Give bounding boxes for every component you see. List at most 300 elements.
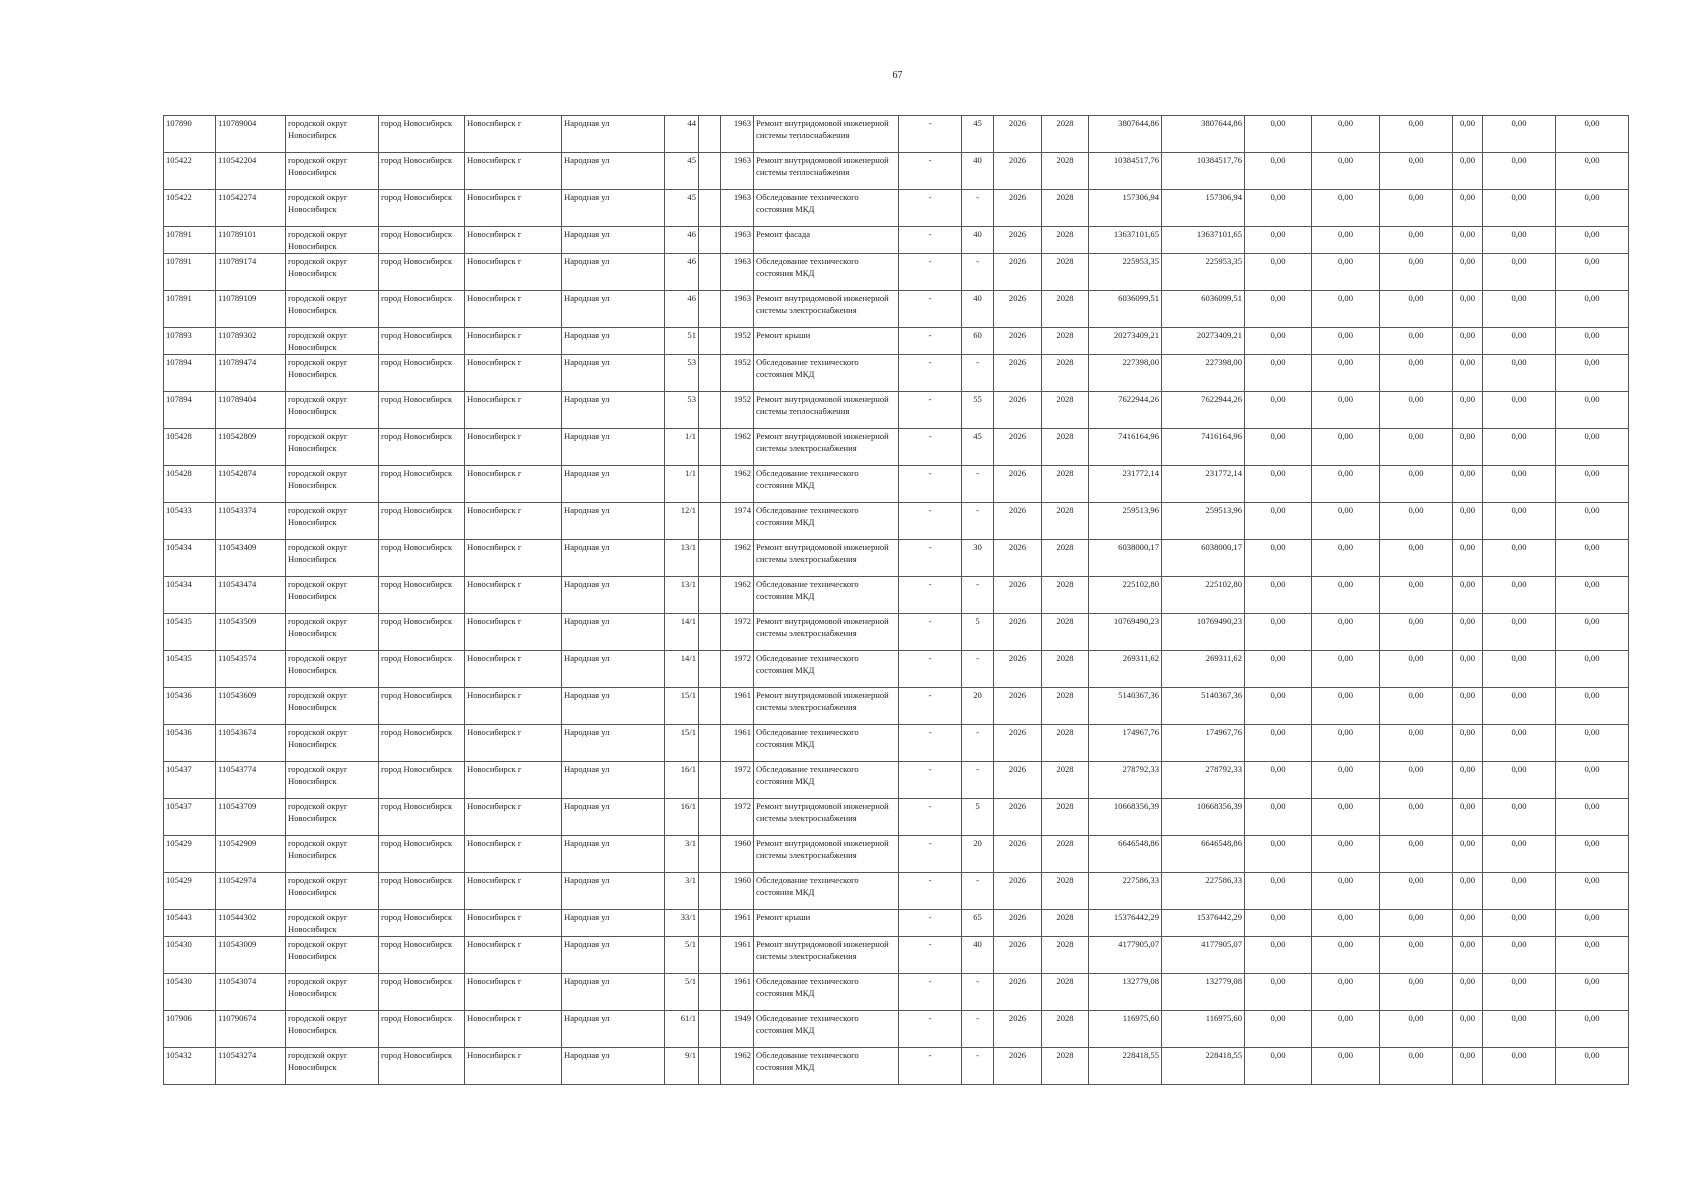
cell-account-id: 107893 xyxy=(164,328,216,355)
cell-municipality: городской округ Новосибирск xyxy=(286,1048,379,1085)
cell-total: 6646548,86 xyxy=(1162,836,1245,873)
cell-fund-6: 0,00 xyxy=(1556,688,1629,725)
cell-year-from: 2026 xyxy=(994,429,1042,466)
cell-city: Новосибирск г xyxy=(465,725,562,762)
cell-year-to: 2028 xyxy=(1042,153,1089,190)
table-row xyxy=(164,291,1629,328)
cell-year-from: 2026 xyxy=(994,503,1042,540)
cell-work-type: Обследование технического состояния МКД xyxy=(754,503,899,540)
cell-fund-2: 0,00 xyxy=(1312,937,1380,974)
cell-fund-4: 0,00 xyxy=(1453,937,1483,974)
cell-year: 1962 xyxy=(721,577,754,614)
cell-fund-1: 0,00 xyxy=(1245,355,1312,392)
cell-account-id: 105430 xyxy=(164,974,216,1011)
cell-house: 46 xyxy=(665,291,699,328)
cell-account-id: 105437 xyxy=(164,762,216,799)
cell-cost: 15376442,29 xyxy=(1089,910,1162,937)
cell-account-id: 105433 xyxy=(164,503,216,540)
cell-wear: 20 xyxy=(962,688,994,725)
cell-house: 45 xyxy=(665,153,699,190)
cell-fund-4: 0,00 xyxy=(1453,355,1483,392)
cell-fund-2: 0,00 xyxy=(1312,429,1380,466)
cell-house: 12/1 xyxy=(665,503,699,540)
cell-wear: 5 xyxy=(962,799,994,836)
cell-account-id: 105422 xyxy=(164,153,216,190)
cell-building xyxy=(699,725,721,762)
cell-house: 16/1 xyxy=(665,799,699,836)
cell-year-from: 2026 xyxy=(994,392,1042,429)
cell-year-to: 2028 xyxy=(1042,688,1089,725)
cell-fund-6: 0,00 xyxy=(1556,577,1629,614)
cell-fund-6: 0,00 xyxy=(1556,1048,1629,1085)
cell-total: 228418,55 xyxy=(1162,1048,1245,1085)
cell-wear: - xyxy=(962,651,994,688)
cell-year-to: 2028 xyxy=(1042,190,1089,227)
cell-fund-4: 0,00 xyxy=(1453,910,1483,937)
table-row xyxy=(164,355,1629,392)
cell-total: 227586,33 xyxy=(1162,873,1245,910)
cell-wear: 55 xyxy=(962,392,994,429)
cell-building xyxy=(699,577,721,614)
cell-fund-5: 0,00 xyxy=(1483,190,1556,227)
cell-account-id: 107906 xyxy=(164,1011,216,1048)
cell-work-type: Ремонт крыши xyxy=(754,910,899,937)
cell-cost: 231772,14 xyxy=(1089,466,1162,503)
cell-city: Новосибирск г xyxy=(465,974,562,1011)
cell-building xyxy=(699,974,721,1011)
cell-fund-1: 0,00 xyxy=(1245,577,1312,614)
cell-house: 45 xyxy=(665,190,699,227)
cell-fund-2: 0,00 xyxy=(1312,392,1380,429)
cell-account-id: 105437 xyxy=(164,799,216,836)
cell-year-to: 2028 xyxy=(1042,429,1089,466)
cell-volume: - xyxy=(899,651,962,688)
cell-fund-5: 0,00 xyxy=(1483,355,1556,392)
cell-fund-4: 0,00 xyxy=(1453,873,1483,910)
cell-fund-6: 0,00 xyxy=(1556,540,1629,577)
cell-settlement: город Новосибирск xyxy=(379,688,465,725)
table-row xyxy=(164,799,1629,836)
cell-volume: - xyxy=(899,688,962,725)
cell-year-from: 2026 xyxy=(994,614,1042,651)
cell-volume: - xyxy=(899,153,962,190)
cell-municipality: городской округ Новосибирск xyxy=(286,153,379,190)
cell-fund-3: 0,00 xyxy=(1380,466,1453,503)
cell-fund-5: 0,00 xyxy=(1483,873,1556,910)
cell-work-type: Ремонт внутридомовой инженерной системы теплоснабжения xyxy=(754,153,899,190)
cell-house: 15/1 xyxy=(665,688,699,725)
cell-fund-6: 0,00 xyxy=(1556,153,1629,190)
cell-year: 1961 xyxy=(721,910,754,937)
cell-total: 227398,00 xyxy=(1162,355,1245,392)
cell-year-from: 2026 xyxy=(994,1011,1042,1048)
cell-work-code: 110542204 xyxy=(216,153,286,190)
cell-fund-2: 0,00 xyxy=(1312,116,1380,153)
cell-fund-6: 0,00 xyxy=(1556,1011,1629,1048)
cell-work-type: Обследование технического состояния МКД xyxy=(754,254,899,291)
cell-fund-3: 0,00 xyxy=(1380,725,1453,762)
cell-fund-3: 0,00 xyxy=(1380,355,1453,392)
cell-fund-4: 0,00 xyxy=(1453,227,1483,254)
cell-settlement: город Новосибирск xyxy=(379,392,465,429)
table-row xyxy=(164,392,1629,429)
cell-fund-3: 0,00 xyxy=(1380,974,1453,1011)
cell-year-to: 2028 xyxy=(1042,725,1089,762)
cell-fund-6: 0,00 xyxy=(1556,725,1629,762)
cell-municipality: городской округ Новосибирск xyxy=(286,799,379,836)
cell-municipality: городской округ Новосибирск xyxy=(286,651,379,688)
cell-year-to: 2028 xyxy=(1042,651,1089,688)
cell-year-to: 2028 xyxy=(1042,540,1089,577)
cell-house: 46 xyxy=(665,254,699,291)
cell-municipality: городской округ Новосибирск xyxy=(286,429,379,466)
cell-wear: - xyxy=(962,762,994,799)
table-row xyxy=(164,688,1629,725)
cell-year-to: 2028 xyxy=(1042,974,1089,1011)
cell-city: Новосибирск г xyxy=(465,651,562,688)
cell-settlement: город Новосибирск xyxy=(379,614,465,651)
cell-settlement: город Новосибирск xyxy=(379,937,465,974)
cell-work-code: 110543509 xyxy=(216,614,286,651)
cell-fund-5: 0,00 xyxy=(1483,688,1556,725)
cell-cost: 7622944,26 xyxy=(1089,392,1162,429)
cell-work-type: Ремонт внутридомовой инженерной системы электроснабжения xyxy=(754,937,899,974)
cell-volume: - xyxy=(899,577,962,614)
cell-fund-2: 0,00 xyxy=(1312,836,1380,873)
cell-work-type: Ремонт внутридомовой инженерной системы электроснабжения xyxy=(754,836,899,873)
cell-street: Народная ул xyxy=(562,910,665,937)
cell-volume: - xyxy=(899,614,962,651)
cell-account-id: 107891 xyxy=(164,291,216,328)
cell-fund-6: 0,00 xyxy=(1556,116,1629,153)
cell-fund-1: 0,00 xyxy=(1245,725,1312,762)
cell-volume: - xyxy=(899,836,962,873)
cell-total: 10769490,23 xyxy=(1162,614,1245,651)
cell-volume: - xyxy=(899,254,962,291)
cell-building xyxy=(699,328,721,355)
cell-settlement: город Новосибирск xyxy=(379,254,465,291)
cell-fund-1: 0,00 xyxy=(1245,116,1312,153)
cell-fund-2: 0,00 xyxy=(1312,227,1380,254)
cell-city: Новосибирск г xyxy=(465,190,562,227)
cell-street: Народная ул xyxy=(562,1048,665,1085)
cell-municipality: городской округ Новосибирск xyxy=(286,291,379,328)
cell-volume: - xyxy=(899,540,962,577)
cell-volume: - xyxy=(899,762,962,799)
cell-fund-3: 0,00 xyxy=(1380,937,1453,974)
cell-work-code: 110543274 xyxy=(216,1048,286,1085)
cell-wear: - xyxy=(962,190,994,227)
cell-fund-4: 0,00 xyxy=(1453,291,1483,328)
table-row xyxy=(164,466,1629,503)
cell-wear: 40 xyxy=(962,153,994,190)
cell-work-type: Ремонт внутридомовой инженерной системы теплоснабжения xyxy=(754,116,899,153)
cell-year-from: 2026 xyxy=(994,937,1042,974)
cell-fund-1: 0,00 xyxy=(1245,328,1312,355)
cell-street: Народная ул xyxy=(562,762,665,799)
table-row xyxy=(164,974,1629,1011)
cell-work-code: 110543374 xyxy=(216,503,286,540)
cell-street: Народная ул xyxy=(562,937,665,974)
cell-total: 259513,96 xyxy=(1162,503,1245,540)
cell-settlement: город Новосибирск xyxy=(379,910,465,937)
cell-city: Новосибирск г xyxy=(465,1011,562,1048)
cell-total: 10384517,76 xyxy=(1162,153,1245,190)
cell-year-to: 2028 xyxy=(1042,328,1089,355)
cell-fund-1: 0,00 xyxy=(1245,153,1312,190)
cell-fund-3: 0,00 xyxy=(1380,836,1453,873)
cell-house: 5/1 xyxy=(665,937,699,974)
cell-building xyxy=(699,116,721,153)
cell-total: 15376442,29 xyxy=(1162,910,1245,937)
cell-settlement: город Новосибирск xyxy=(379,651,465,688)
cell-volume: - xyxy=(899,1011,962,1048)
cell-fund-4: 0,00 xyxy=(1453,190,1483,227)
cell-wear: 40 xyxy=(962,291,994,328)
cell-work-code: 110542809 xyxy=(216,429,286,466)
cell-year-from: 2026 xyxy=(994,153,1042,190)
cell-year-to: 2028 xyxy=(1042,355,1089,392)
cell-house: 1/1 xyxy=(665,429,699,466)
cell-year-to: 2028 xyxy=(1042,1011,1089,1048)
cell-year: 1963 xyxy=(721,116,754,153)
cell-total: 6036099,51 xyxy=(1162,291,1245,328)
cell-work-type: Ремонт внутридомовой инженерной системы электроснабжения xyxy=(754,540,899,577)
cell-city: Новосибирск г xyxy=(465,466,562,503)
cell-fund-6: 0,00 xyxy=(1556,190,1629,227)
cell-account-id: 105429 xyxy=(164,836,216,873)
cell-year-to: 2028 xyxy=(1042,799,1089,836)
cell-work-code: 110543609 xyxy=(216,688,286,725)
cell-street: Народная ул xyxy=(562,688,665,725)
cell-fund-3: 0,00 xyxy=(1380,429,1453,466)
cell-fund-5: 0,00 xyxy=(1483,836,1556,873)
cell-cost: 269311,62 xyxy=(1089,651,1162,688)
cell-year: 1963 xyxy=(721,153,754,190)
table-row xyxy=(164,910,1629,937)
cell-work-code: 110543074 xyxy=(216,974,286,1011)
cell-fund-5: 0,00 xyxy=(1483,328,1556,355)
cell-street: Народная ул xyxy=(562,291,665,328)
cell-fund-1: 0,00 xyxy=(1245,974,1312,1011)
cell-building xyxy=(699,1011,721,1048)
cell-year: 1961 xyxy=(721,937,754,974)
cell-total: 13637101,65 xyxy=(1162,227,1245,254)
cell-fund-6: 0,00 xyxy=(1556,799,1629,836)
cell-cost: 228418,55 xyxy=(1089,1048,1162,1085)
cell-account-id: 105434 xyxy=(164,577,216,614)
cell-volume: - xyxy=(899,910,962,937)
cell-street: Народная ул xyxy=(562,429,665,466)
cell-fund-2: 0,00 xyxy=(1312,466,1380,503)
cell-fund-6: 0,00 xyxy=(1556,503,1629,540)
cell-account-id: 105432 xyxy=(164,1048,216,1085)
cell-municipality: городской округ Новосибирск xyxy=(286,688,379,725)
cell-total: 10668356,39 xyxy=(1162,799,1245,836)
table-row xyxy=(164,254,1629,291)
cell-work-code: 110543009 xyxy=(216,937,286,974)
cell-cost: 7416164,96 xyxy=(1089,429,1162,466)
cell-work-code: 110789004 xyxy=(216,116,286,153)
cell-house: 14/1 xyxy=(665,614,699,651)
cell-fund-4: 0,00 xyxy=(1453,725,1483,762)
cell-fund-1: 0,00 xyxy=(1245,762,1312,799)
cell-year: 1972 xyxy=(721,614,754,651)
cell-year-to: 2028 xyxy=(1042,614,1089,651)
cell-account-id: 105422 xyxy=(164,190,216,227)
cell-fund-4: 0,00 xyxy=(1453,1011,1483,1048)
cell-year: 1949 xyxy=(721,1011,754,1048)
cell-year-to: 2028 xyxy=(1042,291,1089,328)
cell-fund-2: 0,00 xyxy=(1312,1048,1380,1085)
cell-settlement: город Новосибирск xyxy=(379,328,465,355)
cell-fund-6: 0,00 xyxy=(1556,291,1629,328)
cell-wear: - xyxy=(962,725,994,762)
cell-volume: - xyxy=(899,1048,962,1085)
cell-fund-3: 0,00 xyxy=(1380,116,1453,153)
cell-cost: 157306,94 xyxy=(1089,190,1162,227)
cell-fund-1: 0,00 xyxy=(1245,466,1312,503)
cell-fund-4: 0,00 xyxy=(1453,577,1483,614)
cell-cost: 225102,80 xyxy=(1089,577,1162,614)
cell-fund-4: 0,00 xyxy=(1453,614,1483,651)
cell-building xyxy=(699,503,721,540)
cell-city: Новосибирск г xyxy=(465,328,562,355)
cell-settlement: город Новосибирск xyxy=(379,466,465,503)
cell-year-from: 2026 xyxy=(994,974,1042,1011)
cell-fund-3: 0,00 xyxy=(1380,254,1453,291)
cell-house: 61/1 xyxy=(665,1011,699,1048)
cell-year-from: 2026 xyxy=(994,328,1042,355)
cell-building xyxy=(699,614,721,651)
cell-wear: 5 xyxy=(962,614,994,651)
cell-volume: - xyxy=(899,974,962,1011)
cell-work-type: Ремонт внутридомовой инженерной системы электроснабжения xyxy=(754,429,899,466)
cell-city: Новосибирск г xyxy=(465,503,562,540)
cell-work-type: Ремонт внутридомовой инженерной системы электроснабжения xyxy=(754,688,899,725)
cell-year: 1952 xyxy=(721,328,754,355)
cell-fund-2: 0,00 xyxy=(1312,725,1380,762)
cell-total: 225102,80 xyxy=(1162,577,1245,614)
cell-municipality: городской округ Новосибирск xyxy=(286,328,379,355)
cell-wear: 45 xyxy=(962,116,994,153)
cell-account-id: 105430 xyxy=(164,937,216,974)
cell-fund-1: 0,00 xyxy=(1245,873,1312,910)
cell-fund-3: 0,00 xyxy=(1380,1048,1453,1085)
cell-work-type: Обследование технического состояния МКД xyxy=(754,355,899,392)
cell-work-code: 110789174 xyxy=(216,254,286,291)
cell-wear: 20 xyxy=(962,836,994,873)
cell-street: Народная ул xyxy=(562,153,665,190)
cell-volume: - xyxy=(899,503,962,540)
cell-year-from: 2026 xyxy=(994,291,1042,328)
cell-fund-1: 0,00 xyxy=(1245,291,1312,328)
cell-house: 46 xyxy=(665,227,699,254)
cell-building xyxy=(699,190,721,227)
table-row xyxy=(164,116,1629,153)
cell-settlement: город Новосибирск xyxy=(379,577,465,614)
cell-fund-6: 0,00 xyxy=(1556,937,1629,974)
cell-fund-1: 0,00 xyxy=(1245,540,1312,577)
cell-municipality: городской округ Новосибирск xyxy=(286,836,379,873)
cell-cost: 6038000,17 xyxy=(1089,540,1162,577)
cell-year: 1963 xyxy=(721,190,754,227)
cell-settlement: город Новосибирск xyxy=(379,153,465,190)
cell-account-id: 107890 xyxy=(164,116,216,153)
cell-wear: 65 xyxy=(962,910,994,937)
cell-city: Новосибирск г xyxy=(465,799,562,836)
cell-street: Народная ул xyxy=(562,651,665,688)
cell-cost: 13637101,65 xyxy=(1089,227,1162,254)
cell-city: Новосибирск г xyxy=(465,836,562,873)
cell-fund-2: 0,00 xyxy=(1312,503,1380,540)
cell-work-type: Ремонт внутридомовой инженерной системы теплоснабжения xyxy=(754,392,899,429)
cell-municipality: городской округ Новосибирск xyxy=(286,873,379,910)
cell-building xyxy=(699,392,721,429)
cell-volume: - xyxy=(899,116,962,153)
cell-municipality: городской округ Новосибирск xyxy=(286,116,379,153)
cell-fund-4: 0,00 xyxy=(1453,836,1483,873)
cell-house: 53 xyxy=(665,355,699,392)
cell-fund-6: 0,00 xyxy=(1556,429,1629,466)
cell-city: Новосибирск г xyxy=(465,688,562,725)
cell-fund-5: 0,00 xyxy=(1483,799,1556,836)
cell-building xyxy=(699,355,721,392)
cell-fund-6: 0,00 xyxy=(1556,328,1629,355)
cell-house: 15/1 xyxy=(665,725,699,762)
table-row xyxy=(164,873,1629,910)
cell-house: 1/1 xyxy=(665,466,699,503)
cell-building xyxy=(699,540,721,577)
cell-fund-5: 0,00 xyxy=(1483,291,1556,328)
cell-volume: - xyxy=(899,799,962,836)
cell-fund-3: 0,00 xyxy=(1380,540,1453,577)
cell-street: Народная ул xyxy=(562,227,665,254)
cell-street: Народная ул xyxy=(562,254,665,291)
cell-wear: - xyxy=(962,503,994,540)
cell-house: 9/1 xyxy=(665,1048,699,1085)
cell-account-id: 105443 xyxy=(164,910,216,937)
cell-year: 1972 xyxy=(721,651,754,688)
cell-account-id: 105428 xyxy=(164,429,216,466)
cell-fund-4: 0,00 xyxy=(1453,540,1483,577)
cell-fund-1: 0,00 xyxy=(1245,651,1312,688)
cell-fund-5: 0,00 xyxy=(1483,910,1556,937)
cell-year-to: 2028 xyxy=(1042,910,1089,937)
cell-wear: - xyxy=(962,1048,994,1085)
cell-year-to: 2028 xyxy=(1042,392,1089,429)
cell-total: 7416164,96 xyxy=(1162,429,1245,466)
cell-work-type: Ремонт внутридомовой инженерной системы электроснабжения xyxy=(754,614,899,651)
cell-fund-1: 0,00 xyxy=(1245,190,1312,227)
cell-fund-2: 0,00 xyxy=(1312,291,1380,328)
cell-year: 1963 xyxy=(721,254,754,291)
cell-city: Новосибирск г xyxy=(465,762,562,799)
cell-fund-1: 0,00 xyxy=(1245,910,1312,937)
cell-street: Народная ул xyxy=(562,614,665,651)
cell-year: 1972 xyxy=(721,762,754,799)
table-row xyxy=(164,503,1629,540)
cell-account-id: 105436 xyxy=(164,725,216,762)
cell-year: 1974 xyxy=(721,503,754,540)
cell-year-to: 2028 xyxy=(1042,466,1089,503)
cell-fund-5: 0,00 xyxy=(1483,577,1556,614)
cell-fund-4: 0,00 xyxy=(1453,503,1483,540)
cell-building xyxy=(699,799,721,836)
cell-street: Народная ул xyxy=(562,116,665,153)
cell-municipality: городской округ Новосибирск xyxy=(286,227,379,254)
cell-fund-2: 0,00 xyxy=(1312,688,1380,725)
